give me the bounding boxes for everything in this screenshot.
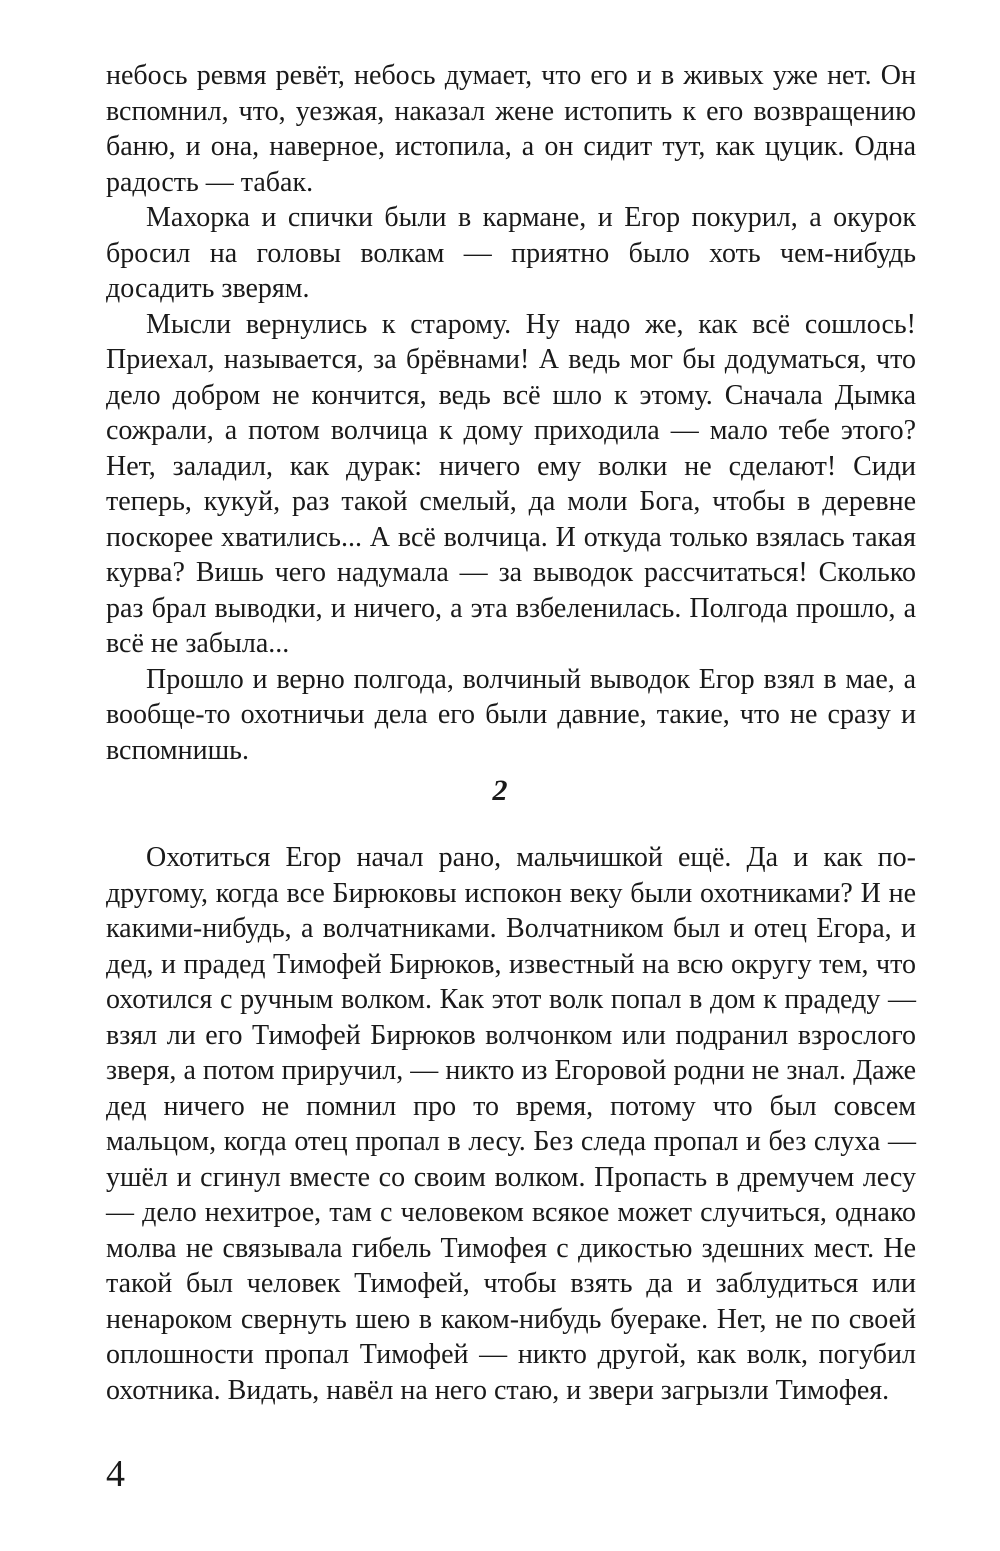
paragraph-1: небось ревмя ревёт, небось думает, что его и в живых уже нет. Он вспомнил, что, уезжая, наказал жене истопить к его возвращению баню, и она, наверное, истопила, а он сидит тут, как цуцик. Одна радость — табак. <box>106 60 916 198</box>
paragraph-3: Мысли вернулись к старому. Ну надо же, как всё сошлось! Приехал, называется, за брёвнами! А ведь мог бы додуматься, что дело добром не кончится, ведь всё шло к этому. Сначала Дымка сожрали, а потом волчица к дому приходила — мало тебе этого? Нет, заладил, как дурак: ничего ему волки не сделают! Сиди теперь, кукуй, раз такой смелый, да моли Бога, чтобы в деревне поскорее хватились... А всё волчица. И откуда только взялась такая курва? Вишь чего надумала — за выводок рассчитаться! Сколько раз брал выводки, и ничего, а эта взбеленилась. Полгода прошло, а всё не забыла... <box>106 308 916 659</box>
section-paragraph-1: Охотиться Егор начал рано, мальчишкой ещё. Да и как по-другому, когда все Бирюковы испокон веку были охотниками? И не какими-нибудь, а волчатниками. Волчатником был и отец Егора, и дед, и прадед Тимофей Бирюков, известный на всю округу тем, что охотился с ручным волком. Как этот волк попал в дом к прадеду — взял ли его Тимофей Бирюков волчонком или подранил взрослого зверя, а потом приручил, — никто из Егоровой родни не знал. Даже дед ничего не помнил про то время, потому что был совсем мальцом, когда отец пропал в лесу. Без следа пропал и без слуха — ушёл и сгинул вместе со своим волком. Пропасть в дремучем лесу — дело нехитрое, там с человеком всякое может случиться, однако молва не связывала гибель Тимофея с дикостью здешних мест. Не такой был человек Тимофей, чтобы взять да и заблудиться или ненароком свернуть шею в каком-нибудь буераке. Нет, не по своей оплошности пропал Тимофей — никто другой, как волк, погубил охотника. Видать, навёл на него стаю, и звери загрызли Тимофея. <box>106 842 916 1406</box>
section-number: 2 <box>492 774 508 807</box>
section-text-block <box>106 840 916 1408</box>
paragraph-4: Прошло и верно полгода, волчиный выводок Егор взял в мае, а вообще-то охотничьи дела его были давние, такие, что не сразу и вспомнишь. <box>106 663 916 766</box>
top-text-block <box>106 58 916 768</box>
paragraph-2: Махорка и спички были в кармане, и Егор покурил, а окурок бросил на головы волкам — приятно было хоть чем-нибудь досадить зверям. <box>106 202 916 304</box>
page-number: 4 <box>106 1453 125 1495</box>
